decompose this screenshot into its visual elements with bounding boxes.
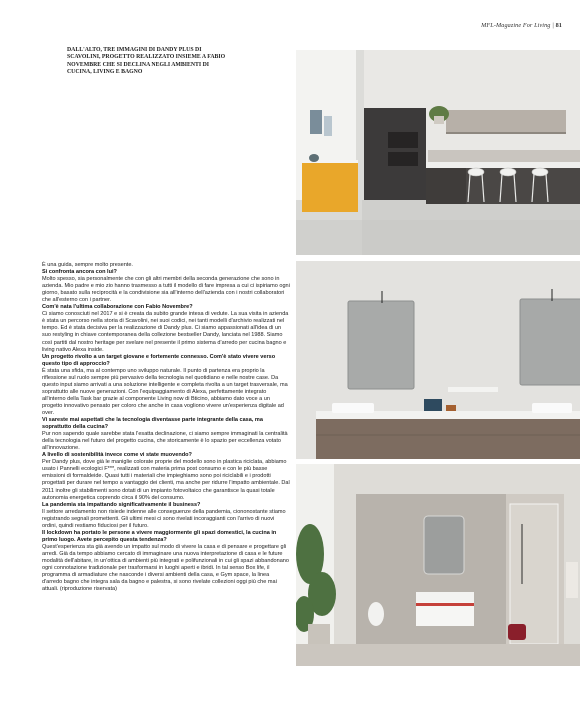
- interview-answer: È stata una sfida, ma al contempo uno sviluppo naturale. Il punto di partenza era proprio la riflessione sul ruolo sempre più pervasivo della tecnologia nel quotidiano e nelle nostre case. Da questo input siamo arrivati a una soluzione intelligente e completa rivolta a un target trasversale, ma soprattutto alle nuove generazioni. Con l'equipaggiamento di Alexa, perfettamente integrato all'interno della Task bar grazie al componente Living now di Bticino, abbiamo dato voce a un progetto innovativo pensato per coloro che anche in casa vogliono vivere un'esperienza digitale ad over.: [42, 367, 288, 416]
- interview-question: Vi sareste mai aspettati che la tecnologia diventasse parte integrante della casa, ma soprattutto della cucina?: [42, 417, 263, 431]
- interview-answer: Pur non sapendo quale sarebbe stata l'esatta declinazione, ci siamo sempre immaginati la centralità della tecnologia nel futuro del progetto cucina, che storicamente è lo spazio per eccellenza votato all'innovazione.: [42, 431, 288, 452]
- kitchen-photo: [296, 50, 580, 255]
- interview-question: Si confronta ancora con lui?: [42, 269, 117, 276]
- interview-question: Com'è nata l'ultima collaborazione con Fabio Novembre?: [42, 304, 193, 311]
- interview-question: Il lockdown ha portato le persone a vivere maggiormente gli spazi domestici, la cucina in primo luogo. Avete percepito questa tendenza?: [42, 529, 277, 543]
- bathroom-shower-photo: [296, 464, 580, 666]
- interview-answer: Ci siamo conosciuti nel 2017 e si è creata da subito grande intesa di vedute. La sua visita in azienda è stata un percorso nella storia di Scavolini, nei suoi codici, nei tanti modelli d'archivio realizzati nel tempo. Ed è stata decisiva per la realizzazione di Dandy plus. Ci siamo appassionati all'idea di un suo restyling in chiave contemporanea della collezione bestseller Dandy, lanciata nel 1988. Siamo così partiti dal nostro heritage per svelare nel presente il primo sistema d'arredo per cucina bagno e living nativo Alexa inside.: [42, 311, 289, 353]
- interview-answer: È una guida, sempre molto presente.: [42, 262, 133, 268]
- photo-caption: DALL'ALTO, TRE IMMAGINI DI DANDY PLUS DI SCAVOLINI, PROGETTO REALIZZATO INSIEME A FABIO NOVEMBRE CHE SI DECLINA NEGLI AMBIENTI DI CUCINA, LIVING E BAGNO: [67, 47, 226, 75]
- magazine-name: MFL-Magazine For Living: [481, 22, 551, 29]
- interview-question: Un progetto rivolto a un target giovane e fortemente connesso. Com'è stato vivere verso questo tipo di approccio?: [42, 353, 276, 367]
- interview-question: A livello di sostenibilità invece come vi state muovendo?: [42, 452, 192, 459]
- interview-answer: Per Dandy plus, dove già le maniglie colorate proprie del modello sono in plastica riciclata, abbiamo usato i Pannelli ecologici F***, realizzati con materia prima post consumo e con le più basse emissioni di formaldeide. Quasi tutti i materiali che impieghiamo sono poi riciclabili e i prodotti progettati per durare nel tempo a vantaggio dei clienti, ma anche per ridurre l'impatto ambientale. Dal 2011 inoltre gli stabilimenti sono dotati di un impianto fotovoltaico che garantisce la quasi totale autonomia energetica coprendo circa il 90% del consumo.: [42, 459, 290, 501]
- interview-question: La pandemia sta impattando significativamente il business?: [42, 501, 201, 508]
- running-head: MFL-Magazine For Living | 81: [481, 22, 562, 29]
- interview-answer: Molto spesso, sia personalmente che con gli altri membri della seconda generazione che sono in azienda. Mio padre e mio zio hanno trasmesso a tutti il modello di fare impresa a cui ci ispiriamo ogni giorno, basato sulla reciprocità e la condivisione sia all'interno dell'azienda con i nostri collaboratori che all'esterno con i partner.: [42, 276, 290, 304]
- bathroom-vanity-photo: [296, 261, 580, 459]
- article-body: [42, 262, 290, 593]
- interview-answer: Quest'esperienza sta già avendo un impatto sul modo di vivere la casa e di pensare e progettare gli arredi. Già da tempo abbiamo cercato di immaginare una nuova interpretazione di casa e le future modalità dell'abitare, in un'ottica di ambienti più integrati e polifunzionali in cui gli spazi abbandonano ogni connotazione tradizionale per trasformarsi in luoghi aperti e ibridi. In tal senso Box life, il programma di armadiature che nasconde i diversi ambienti della casa, e Gym space, la linea d'arredo bagno che integra sala da bagno e palestra, si sono rivelate collezioni oggi più che mai attuali. (riproduzione riservata): [42, 543, 289, 593]
- interview-answer: Il settore arredamento non risiede indenne alle conseguenze della pandemia, ciononostante stiamo registrando segnali promettenti. Gli ultimi mesi ci sono rivelati incoraggianti con l'arrivo di nuovi ordini, quindi restiamo fiduciosi per il futuro.: [42, 508, 286, 529]
- page-number: 81: [555, 22, 562, 29]
